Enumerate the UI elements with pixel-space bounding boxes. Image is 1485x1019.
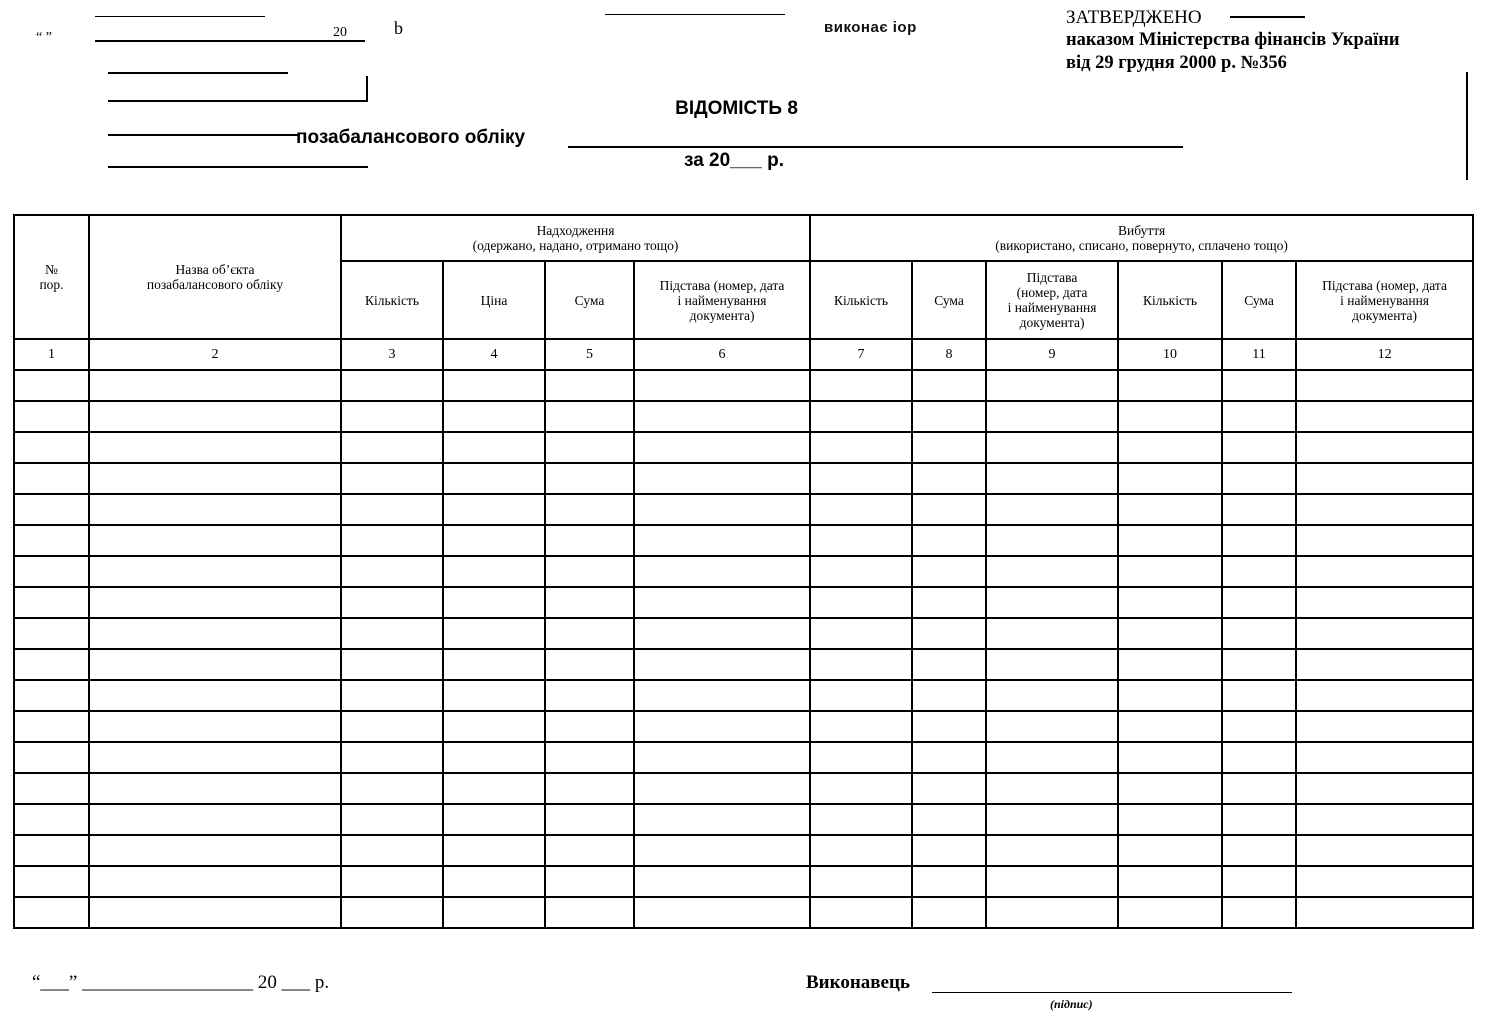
table-cell[interactable] [545, 463, 634, 494]
table-cell[interactable] [912, 370, 986, 401]
table-cell[interactable] [1118, 370, 1222, 401]
table-cell[interactable] [89, 432, 341, 463]
table-cell[interactable] [1296, 525, 1473, 556]
header-outflow-group: Вибуття (використано, списано, повернуто, сплачено тощо) [810, 215, 1473, 261]
column-number-cell: 8 [912, 339, 986, 370]
table-cell[interactable] [545, 556, 634, 587]
table-cell[interactable] [986, 804, 1118, 835]
table-cell[interactable] [986, 432, 1118, 463]
table-cell[interactable] [341, 804, 443, 835]
table-cell[interactable] [986, 587, 1118, 618]
table-cell[interactable] [986, 680, 1118, 711]
scan-line [108, 72, 288, 74]
table-cell[interactable] [986, 773, 1118, 804]
table-cell[interactable] [1222, 587, 1296, 618]
table-cell[interactable] [912, 432, 986, 463]
table-cell[interactable] [545, 587, 634, 618]
table-cell[interactable] [89, 463, 341, 494]
column-number-row [14, 339, 1473, 370]
table-cell[interactable] [1296, 370, 1473, 401]
table-cell[interactable] [545, 618, 634, 649]
table-cell[interactable] [14, 463, 89, 494]
table-cell[interactable] [810, 897, 912, 928]
table-cell[interactable] [912, 463, 986, 494]
table-row [14, 401, 1473, 432]
table-cell[interactable] [810, 525, 912, 556]
table-cell[interactable] [634, 711, 810, 742]
table-cell[interactable] [1222, 463, 1296, 494]
table-cell[interactable] [443, 711, 545, 742]
table-cell[interactable] [1296, 494, 1473, 525]
table-cell[interactable] [1296, 432, 1473, 463]
table-row [14, 742, 1473, 773]
table-cell[interactable] [341, 618, 443, 649]
table-cell[interactable] [810, 556, 912, 587]
table-cell[interactable] [443, 804, 545, 835]
table-cell[interactable] [634, 494, 810, 525]
table-cell[interactable] [89, 866, 341, 897]
table-cell[interactable] [1296, 587, 1473, 618]
table-cell[interactable] [14, 556, 89, 587]
table-cell[interactable] [341, 494, 443, 525]
table-cell[interactable] [89, 618, 341, 649]
table-cell[interactable] [986, 649, 1118, 680]
table-cell[interactable] [443, 773, 545, 804]
table-cell[interactable] [1118, 525, 1222, 556]
subheader-cell: Кількість [341, 261, 443, 339]
table-cell[interactable] [634, 401, 810, 432]
table-cell[interactable] [1118, 494, 1222, 525]
table-cell[interactable] [545, 649, 634, 680]
table-cell[interactable] [1118, 835, 1222, 866]
table-cell[interactable] [986, 556, 1118, 587]
table-cell[interactable] [912, 680, 986, 711]
table-cell[interactable] [545, 742, 634, 773]
table-cell[interactable] [14, 711, 89, 742]
table-cell[interactable] [986, 835, 1118, 866]
table-cell[interactable] [1118, 556, 1222, 587]
table-cell[interactable] [545, 835, 634, 866]
approval-date: від 29 грудня 2000 р. №356 [1066, 53, 1287, 73]
table-cell[interactable] [1118, 804, 1222, 835]
table-cell[interactable] [1222, 804, 1296, 835]
table-cell[interactable] [634, 525, 810, 556]
table-cell[interactable] [545, 494, 634, 525]
table-row [14, 835, 1473, 866]
table-cell[interactable] [912, 804, 986, 835]
table-cell[interactable] [1118, 773, 1222, 804]
subtitle-fill-line [568, 146, 1183, 148]
table-cell[interactable] [634, 463, 810, 494]
table-cell[interactable] [14, 773, 89, 804]
table-cell[interactable] [14, 525, 89, 556]
table-cell[interactable] [89, 556, 341, 587]
table-cell[interactable] [1118, 618, 1222, 649]
table-cell[interactable] [341, 432, 443, 463]
table-cell[interactable] [341, 370, 443, 401]
table-cell[interactable] [443, 432, 545, 463]
table-cell[interactable] [1222, 742, 1296, 773]
table-cell[interactable] [89, 525, 341, 556]
column-number-cell: 3 [341, 339, 443, 370]
scan-line [108, 166, 368, 168]
signature-block [806, 972, 910, 994]
table-cell[interactable] [89, 773, 341, 804]
table-cell[interactable] [14, 835, 89, 866]
table-cell[interactable] [1296, 711, 1473, 742]
table-cell[interactable] [545, 401, 634, 432]
table-cell[interactable] [14, 587, 89, 618]
table-cell[interactable] [89, 897, 341, 928]
table-cell[interactable] [89, 649, 341, 680]
table-row [14, 773, 1473, 804]
table-cell[interactable] [634, 804, 810, 835]
table-cell[interactable] [14, 742, 89, 773]
document-subtitle: позабалансового обліку [296, 127, 526, 148]
column-number-cell: 11 [1222, 339, 1296, 370]
table-cell[interactable] [443, 742, 545, 773]
subheader-cell: Підстава (номер, дата і найменування документа) [986, 261, 1118, 339]
table-cell[interactable] [1222, 773, 1296, 804]
table-cell[interactable] [810, 463, 912, 494]
table-cell[interactable] [810, 649, 912, 680]
table-cell[interactable] [341, 742, 443, 773]
table-cell[interactable] [89, 804, 341, 835]
table-cell[interactable] [545, 773, 634, 804]
table-cell[interactable] [443, 897, 545, 928]
table-cell[interactable] [1222, 897, 1296, 928]
table-cell[interactable] [545, 370, 634, 401]
table-cell[interactable] [634, 587, 810, 618]
table-row [14, 618, 1473, 649]
table-cell[interactable] [443, 370, 545, 401]
table-row [14, 525, 1473, 556]
table-cell[interactable] [1118, 897, 1222, 928]
table-cell[interactable] [341, 897, 443, 928]
table-cell[interactable] [1118, 711, 1222, 742]
document-title-text: ВІДОМІСТЬ 8 [675, 98, 798, 119]
table-cell[interactable] [341, 835, 443, 866]
table-cell[interactable] [986, 866, 1118, 897]
table-cell[interactable] [1222, 711, 1296, 742]
table-cell[interactable] [14, 649, 89, 680]
document-title [0, 98, 1485, 120]
table-cell[interactable] [634, 432, 810, 463]
table-cell[interactable] [986, 370, 1118, 401]
table-cell[interactable] [810, 494, 912, 525]
table-cell[interactable] [986, 401, 1118, 432]
table-cell[interactable] [1296, 773, 1473, 804]
table-cell[interactable] [912, 835, 986, 866]
table-cell[interactable] [1296, 618, 1473, 649]
table-cell[interactable] [634, 556, 810, 587]
table-cell[interactable] [634, 618, 810, 649]
table-cell[interactable] [89, 742, 341, 773]
table-row [14, 463, 1473, 494]
table-cell[interactable] [1118, 680, 1222, 711]
table-cell[interactable] [912, 711, 986, 742]
table-cell[interactable] [1222, 556, 1296, 587]
table-row [14, 680, 1473, 711]
table-row [14, 649, 1473, 680]
table-cell[interactable] [810, 866, 912, 897]
table-cell[interactable] [89, 370, 341, 401]
table-cell[interactable] [1296, 804, 1473, 835]
table-cell[interactable] [545, 866, 634, 897]
table-cell[interactable] [14, 680, 89, 711]
table-cell[interactable] [443, 494, 545, 525]
table-cell[interactable] [545, 711, 634, 742]
table-cell[interactable] [1118, 463, 1222, 494]
table-cell[interactable] [986, 618, 1118, 649]
table-cell[interactable] [810, 432, 912, 463]
table-cell[interactable] [634, 370, 810, 401]
column-number-cell: 1 [14, 339, 89, 370]
table-cell[interactable] [986, 525, 1118, 556]
table-cell[interactable] [1222, 866, 1296, 897]
table-cell[interactable] [443, 618, 545, 649]
table-cell[interactable] [545, 804, 634, 835]
table-cell[interactable] [912, 556, 986, 587]
column-number-cell: 6 [634, 339, 810, 370]
scan-mark [366, 76, 368, 100]
table-row [14, 556, 1473, 587]
subheader-cell: Ціна [443, 261, 545, 339]
table-cell[interactable] [14, 432, 89, 463]
table-cell[interactable] [912, 618, 986, 649]
table-cell[interactable] [634, 680, 810, 711]
table-cell[interactable] [545, 680, 634, 711]
signature-caption: (підпис) [1050, 997, 1093, 1011]
table-cell[interactable] [341, 525, 443, 556]
scan-line [95, 16, 265, 17]
table-cell[interactable] [14, 804, 89, 835]
faint-letter-mark: b [394, 18, 403, 38]
table-cell[interactable] [634, 897, 810, 928]
table-cell[interactable] [1118, 742, 1222, 773]
subheader-cell: Сума [912, 261, 986, 339]
table-cell[interactable] [89, 401, 341, 432]
table-cell[interactable] [545, 897, 634, 928]
table-row [14, 432, 1473, 463]
table-cell[interactable] [912, 494, 986, 525]
table-cell[interactable] [1118, 401, 1222, 432]
table-cell[interactable] [986, 711, 1118, 742]
table-cell[interactable] [1296, 742, 1473, 773]
table-cell[interactable] [912, 401, 986, 432]
date-line: “___” __________________ 20 ___ р. [32, 972, 330, 993]
table-cell[interactable] [810, 370, 912, 401]
table-cell[interactable] [912, 742, 986, 773]
faint-executor-stamp: виконає іор [824, 19, 917, 36]
table-row [14, 494, 1473, 525]
executor-label: Виконавець [806, 972, 910, 993]
table-cell[interactable] [1222, 370, 1296, 401]
document-period: за 20___ р. [684, 150, 785, 171]
table-cell[interactable] [986, 742, 1118, 773]
table-cell[interactable] [341, 866, 443, 897]
table-cell[interactable] [1296, 649, 1473, 680]
header-no: № пор. [14, 215, 89, 339]
table-cell[interactable] [634, 773, 810, 804]
table-cell[interactable] [1296, 897, 1473, 928]
scan-line [605, 14, 785, 15]
table-cell[interactable] [443, 401, 545, 432]
table-row [14, 711, 1473, 742]
table-cell[interactable] [443, 587, 545, 618]
table-cell[interactable] [443, 835, 545, 866]
table-row [14, 804, 1473, 835]
table-cell[interactable] [1118, 866, 1222, 897]
table-cell[interactable] [1296, 680, 1473, 711]
table-cell[interactable] [443, 556, 545, 587]
table-row [14, 866, 1473, 897]
table-cell[interactable] [443, 463, 545, 494]
column-number-cell: 5 [545, 339, 634, 370]
column-number-cell: 9 [986, 339, 1118, 370]
column-number-cell: 7 [810, 339, 912, 370]
table-cell[interactable] [14, 618, 89, 649]
table-cell[interactable] [341, 773, 443, 804]
table-cell[interactable] [1118, 649, 1222, 680]
table-cell[interactable] [89, 680, 341, 711]
table-row [14, 897, 1473, 928]
table-cell[interactable] [1118, 587, 1222, 618]
table-cell[interactable] [986, 897, 1118, 928]
scan-line [95, 40, 365, 42]
subheader-cell: Сума [545, 261, 634, 339]
table-cell[interactable] [341, 463, 443, 494]
table-cell[interactable] [14, 866, 89, 897]
approval-block [1066, 6, 1400, 75]
subheader-cell: Кількість [810, 261, 912, 339]
table-cell[interactable] [1222, 494, 1296, 525]
faint-year-mark: 20 [333, 25, 347, 40]
table-cell[interactable] [443, 680, 545, 711]
table-cell[interactable] [1222, 618, 1296, 649]
table-cell[interactable] [1222, 680, 1296, 711]
table-cell[interactable] [986, 494, 1118, 525]
table-cell[interactable] [14, 897, 89, 928]
table-cell[interactable] [810, 618, 912, 649]
table-cell[interactable] [1222, 432, 1296, 463]
subheader-cell: Підстава (номер, дата і найменування документа) [1296, 261, 1473, 339]
column-number-cell: 4 [443, 339, 545, 370]
table-cell[interactable] [341, 587, 443, 618]
table-cell[interactable] [443, 525, 545, 556]
table-cell[interactable] [341, 680, 443, 711]
table-cell[interactable] [810, 773, 912, 804]
table-cell[interactable] [89, 835, 341, 866]
scan-line [108, 134, 298, 136]
table-cell[interactable] [912, 773, 986, 804]
table-cell[interactable] [545, 525, 634, 556]
approval-order: наказом Міністерства фінансів України [1066, 30, 1400, 50]
table-cell[interactable] [634, 835, 810, 866]
signature-line [932, 992, 1292, 993]
table-row [14, 587, 1473, 618]
table-cell[interactable] [912, 897, 986, 928]
table-cell[interactable] [912, 587, 986, 618]
table-cell[interactable] [1296, 835, 1473, 866]
table-cell[interactable] [1296, 556, 1473, 587]
table-cell[interactable] [634, 866, 810, 897]
table-cell[interactable] [89, 587, 341, 618]
header-object-name: Назва об’єкта позабалансового обліку [89, 215, 341, 339]
table-cell[interactable] [912, 866, 986, 897]
table-cell[interactable] [1296, 401, 1473, 432]
table-cell[interactable] [1118, 432, 1222, 463]
table-cell[interactable] [810, 835, 912, 866]
column-number-cell: 2 [89, 339, 341, 370]
table-cell[interactable] [1222, 835, 1296, 866]
table-cell[interactable] [810, 401, 912, 432]
table-cell[interactable] [1222, 525, 1296, 556]
ledger-table [13, 214, 1474, 929]
table-cell[interactable] [1296, 866, 1473, 897]
table-cell[interactable] [634, 649, 810, 680]
header-income-group: Надходження (одержано, надано, отримано тощо) [341, 215, 810, 261]
column-number-cell: 10 [1118, 339, 1222, 370]
approval-title: ЗАТВЕРДЖЕНО [1066, 7, 1202, 28]
table-cell[interactable] [1296, 463, 1473, 494]
table-cell[interactable] [443, 866, 545, 897]
table-cell[interactable] [912, 649, 986, 680]
table-cell[interactable] [810, 680, 912, 711]
table-cell[interactable] [341, 401, 443, 432]
table-cell[interactable] [810, 711, 912, 742]
table-cell[interactable] [986, 463, 1118, 494]
scan-mark [1466, 72, 1468, 180]
table-cell[interactable] [89, 711, 341, 742]
faint-quote-mark: “ ” [36, 30, 52, 45]
table-cell[interactable] [912, 525, 986, 556]
table-cell[interactable] [341, 711, 443, 742]
table-cell[interactable] [634, 742, 810, 773]
table-row [14, 370, 1473, 401]
table-cell[interactable] [341, 649, 443, 680]
table-cell[interactable] [545, 432, 634, 463]
table-cell[interactable] [14, 370, 89, 401]
table-cell[interactable] [341, 556, 443, 587]
table-cell[interactable] [810, 587, 912, 618]
subheader-cell: Підстава (номер, дата і найменування документа) [634, 261, 810, 339]
table-cell[interactable] [1222, 649, 1296, 680]
table-cell[interactable] [1222, 401, 1296, 432]
subheader-cell: Кількість [1118, 261, 1222, 339]
subheader-cell: Сума [1222, 261, 1296, 339]
table-cell[interactable] [14, 494, 89, 525]
table-cell[interactable] [14, 401, 89, 432]
table-cell[interactable] [89, 494, 341, 525]
table-cell[interactable] [810, 742, 912, 773]
column-number-cell: 12 [1296, 339, 1473, 370]
table-cell[interactable] [810, 804, 912, 835]
table-cell[interactable] [443, 649, 545, 680]
